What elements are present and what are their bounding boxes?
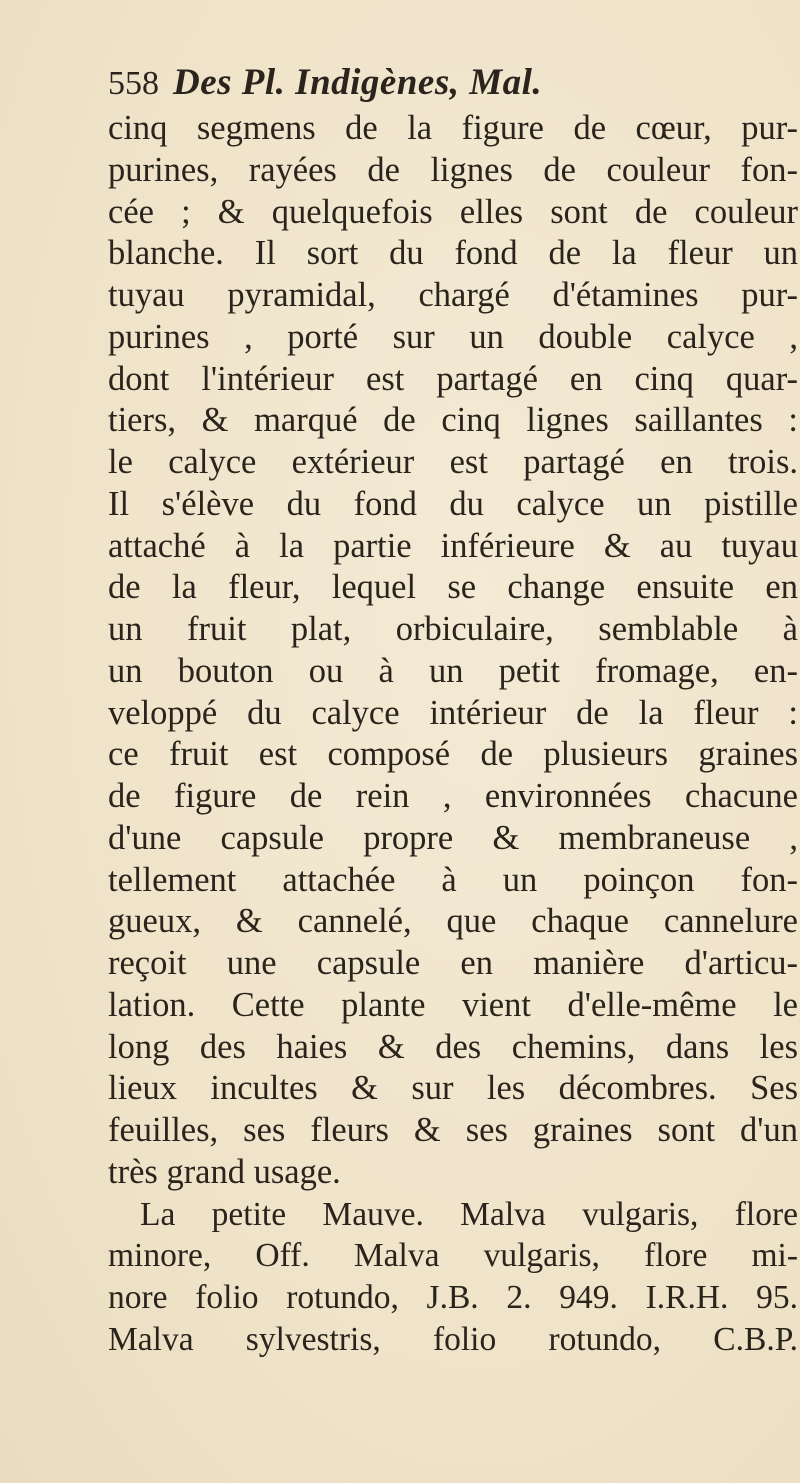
text-line: de figure de rein , environnées chacune	[108, 777, 798, 815]
text-line: reçoit une capsule en manière d'articu-	[108, 944, 798, 982]
text-line: feuilles, ses fleurs & ses graines sont d'un	[108, 1111, 798, 1149]
text-line: tiers, & marqué de cinq lignes saillantes :	[108, 401, 798, 440]
text-line: de la fleur, lequel se change ensuite en	[108, 568, 798, 607]
text-line: un bouton ou à un petit fromage, en-	[108, 651, 798, 690]
text-line: long des haies & des chemins, dans les	[108, 1027, 798, 1066]
page-header	[108, 58, 798, 108]
text-line: cée ; & quelquefois elles sont de couleur	[108, 192, 798, 231]
page-number: 558	[108, 65, 159, 102]
text-line: tellement attachée à un poinçon fon-	[108, 860, 798, 899]
body-paragraph	[108, 108, 798, 1194]
species-entry	[108, 1194, 798, 1361]
text-line: un fruit plat, orbiculaire, semblable à	[108, 610, 798, 648]
species-line: Malva sylvestris, folio rotundo, C.B.P.	[108, 1320, 798, 1358]
running-head: Des Pl. Indigènes, Mal.	[173, 62, 543, 103]
text-line: gueux, & cannelé, que chaque cannelure	[108, 902, 798, 941]
text-line: d'une capsule propre & membraneuse ,	[108, 818, 798, 857]
text-line: ce fruit est composé de plusieurs graines	[108, 735, 798, 774]
text-line: purines , porté sur un double calyce ,	[108, 317, 798, 356]
book-page	[108, 58, 798, 1361]
text-line: purines, rayées de lignes de couleur fon-	[108, 150, 798, 189]
text-line: dont l'intérieur est partagé en cinq quar-	[108, 359, 798, 398]
text-line: très grand usage.	[108, 1152, 341, 1191]
species-line: nore folio rotundo, J.B. 2. 949. I.R.H. 95.	[108, 1279, 798, 1316]
text-line: cinq segmens de la figure de cœur, pur-	[108, 109, 798, 147]
text-line: lieux incultes & sur les décombres. Ses	[108, 1069, 798, 1108]
text-line: attaché à la partie inférieure & au tuyau	[108, 526, 798, 565]
species-line: La petite Mauve. Malva vulgaris, flore	[140, 1195, 798, 1233]
text-line: tuyau pyramidal, chargé d'étamines pur-	[108, 276, 798, 314]
text-line: blanche. Il sort du fond de la fleur un	[108, 234, 798, 273]
text-line: Il s'élève du fond du calyce un pistille	[108, 484, 798, 523]
text-line: le calyce extérieur est partagé en trois.	[108, 443, 798, 481]
species-line: minore, Off. Malva vulgaris, flore mi-	[108, 1237, 798, 1275]
text-line: lation. Cette plante vient d'elle-même le	[108, 985, 798, 1024]
text-line: veloppé du calyce intérieur de la fleur :	[108, 693, 798, 732]
